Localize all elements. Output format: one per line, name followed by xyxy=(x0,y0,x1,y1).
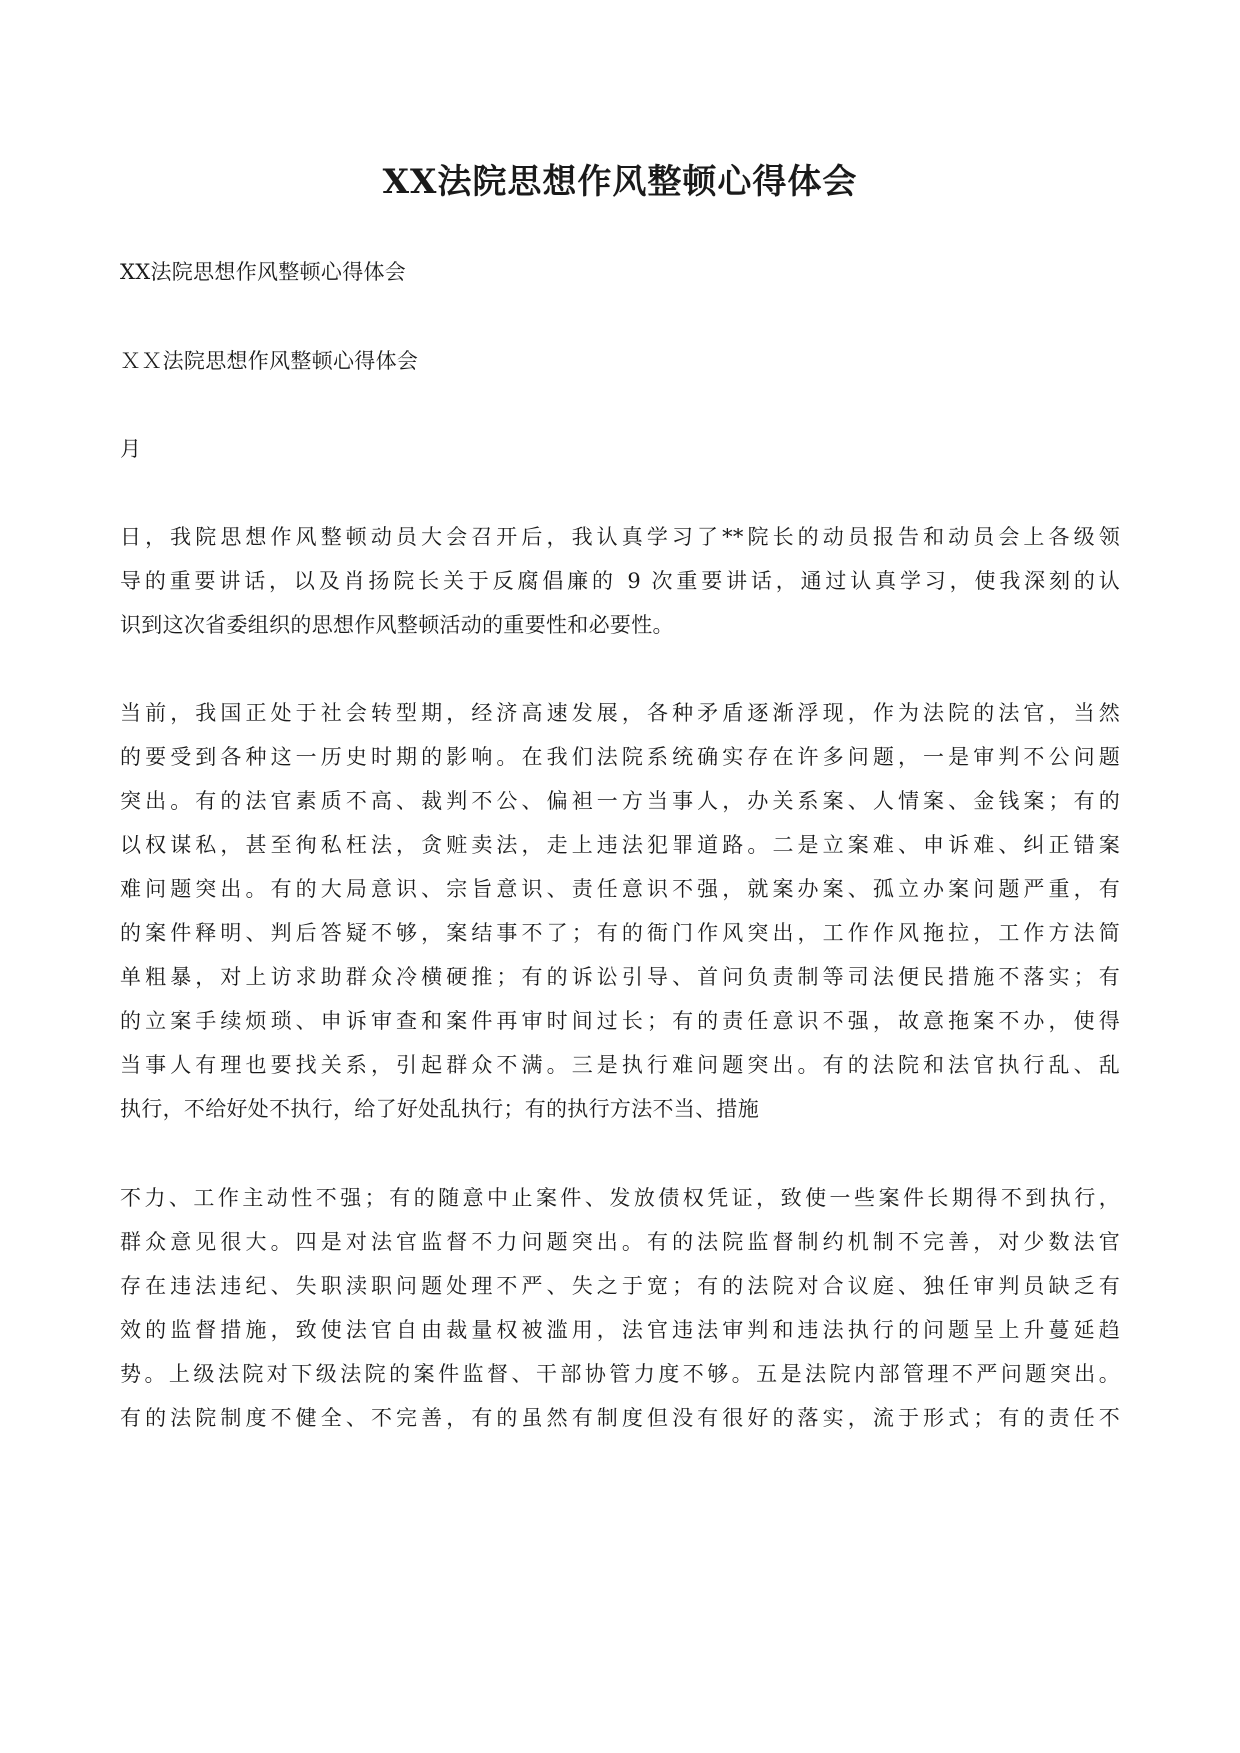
paragraph-3-line: 存在违法违纪、失职渎职问题处理不严、失之于宽；有的法院对合议庭、独任审判员缺乏有 xyxy=(120,1274,1120,1298)
paragraph-2-line: 的案件释明、判后答疑不够，案结事不了；有的衙门作风突出，工作作风拖拉，工作方法简 xyxy=(120,921,1120,945)
paragraph-3-line: 有的法院制度不健全、不完善，有的虽然有制度但没有很好的落实，流于形式；有的责任不 xyxy=(120,1406,1120,1430)
document-title: XX法院思想作风整顿心得体会 xyxy=(382,162,858,202)
paragraph-2-line: 执行，不给好处不执行，给了好处乱执行；有的执行方法不当、措施 xyxy=(120,1097,759,1121)
paragraph-3-line: 效的监督措施，致使法官自由裁量权被滥用，法官违法审判和违法执行的问题呈上升蔓延趋 xyxy=(120,1318,1120,1342)
paragraph-2-line: 当事人有理也要找关系，引起群众不满。三是执行难问题突出。有的法院和法官执行乱、乱 xyxy=(120,1053,1120,1077)
paragraph-1-line: 日，我院思想作风整顿动员大会召开后，我认真学习了**院长的动员报告和动员会上各级领 xyxy=(120,525,1120,549)
paragraph-2-line: 当前，我国正处于社会转型期，经济高速发展，各种矛盾逐渐浮现，作为法院的法官，当然 xyxy=(120,701,1120,725)
paragraph-3-line: 群众意见很大。四是对法官监督不力问题突出。有的法院监督制约机制不完善，对少数法官 xyxy=(120,1230,1120,1254)
paragraph-2-line: 的立案手续烦琐、申诉审查和案件再审时间过长；有的责任意识不强，故意拖案不办，使得 xyxy=(120,1009,1120,1033)
subtitle-line-1: XX法院思想作风整顿心得体会 xyxy=(120,260,407,284)
paragraph-2-line: 难问题突出。有的大局意识、宗旨意识、责任意识不强，就案办案、孤立办案问题严重，有 xyxy=(120,877,1120,901)
month-label: 月 xyxy=(120,437,142,461)
subtitle-line-2: ＸＸ法院思想作风整顿心得体会 xyxy=(120,349,419,373)
paragraph-2-line: 的要受到各种这一历史时期的影响。在我们法院系统确实存在许多问题，一是审判不公问题 xyxy=(120,745,1120,769)
paragraph-3-line: 势。上级法院对下级法院的案件监督、干部协管力度不够。五是法院内部管理不严问题突出。 xyxy=(120,1362,1120,1386)
paragraph-3-line: 不力、工作主动性不强；有的随意中止案件、发放债权凭证，致使一些案件长期得不到执行， xyxy=(120,1186,1120,1210)
paragraph-2-line: 突出。有的法官素质不高、裁判不公、偏袒一方当事人，办关系案、人情案、金钱案；有的 xyxy=(120,789,1120,813)
paragraph-1-line: 识到这次省委组织的思想作风整顿活动的重要性和必要性。 xyxy=(120,613,674,637)
paragraph-2-line: 以权谋私，甚至徇私枉法，贪赃卖法，走上违法犯罪道路。二是立案难、申诉难、纠正错案 xyxy=(120,833,1120,857)
paragraph-1-line: 导的重要讲话，以及肖扬院长关于反腐倡廉的 9 次重要讲话，通过认真学习，使我深刻的认 xyxy=(120,569,1120,593)
paragraph-2-line: 单粗暴，对上访求助群众冷横硬推；有的诉讼引导、首问负责制等司法便民措施不落实；有 xyxy=(120,965,1120,989)
